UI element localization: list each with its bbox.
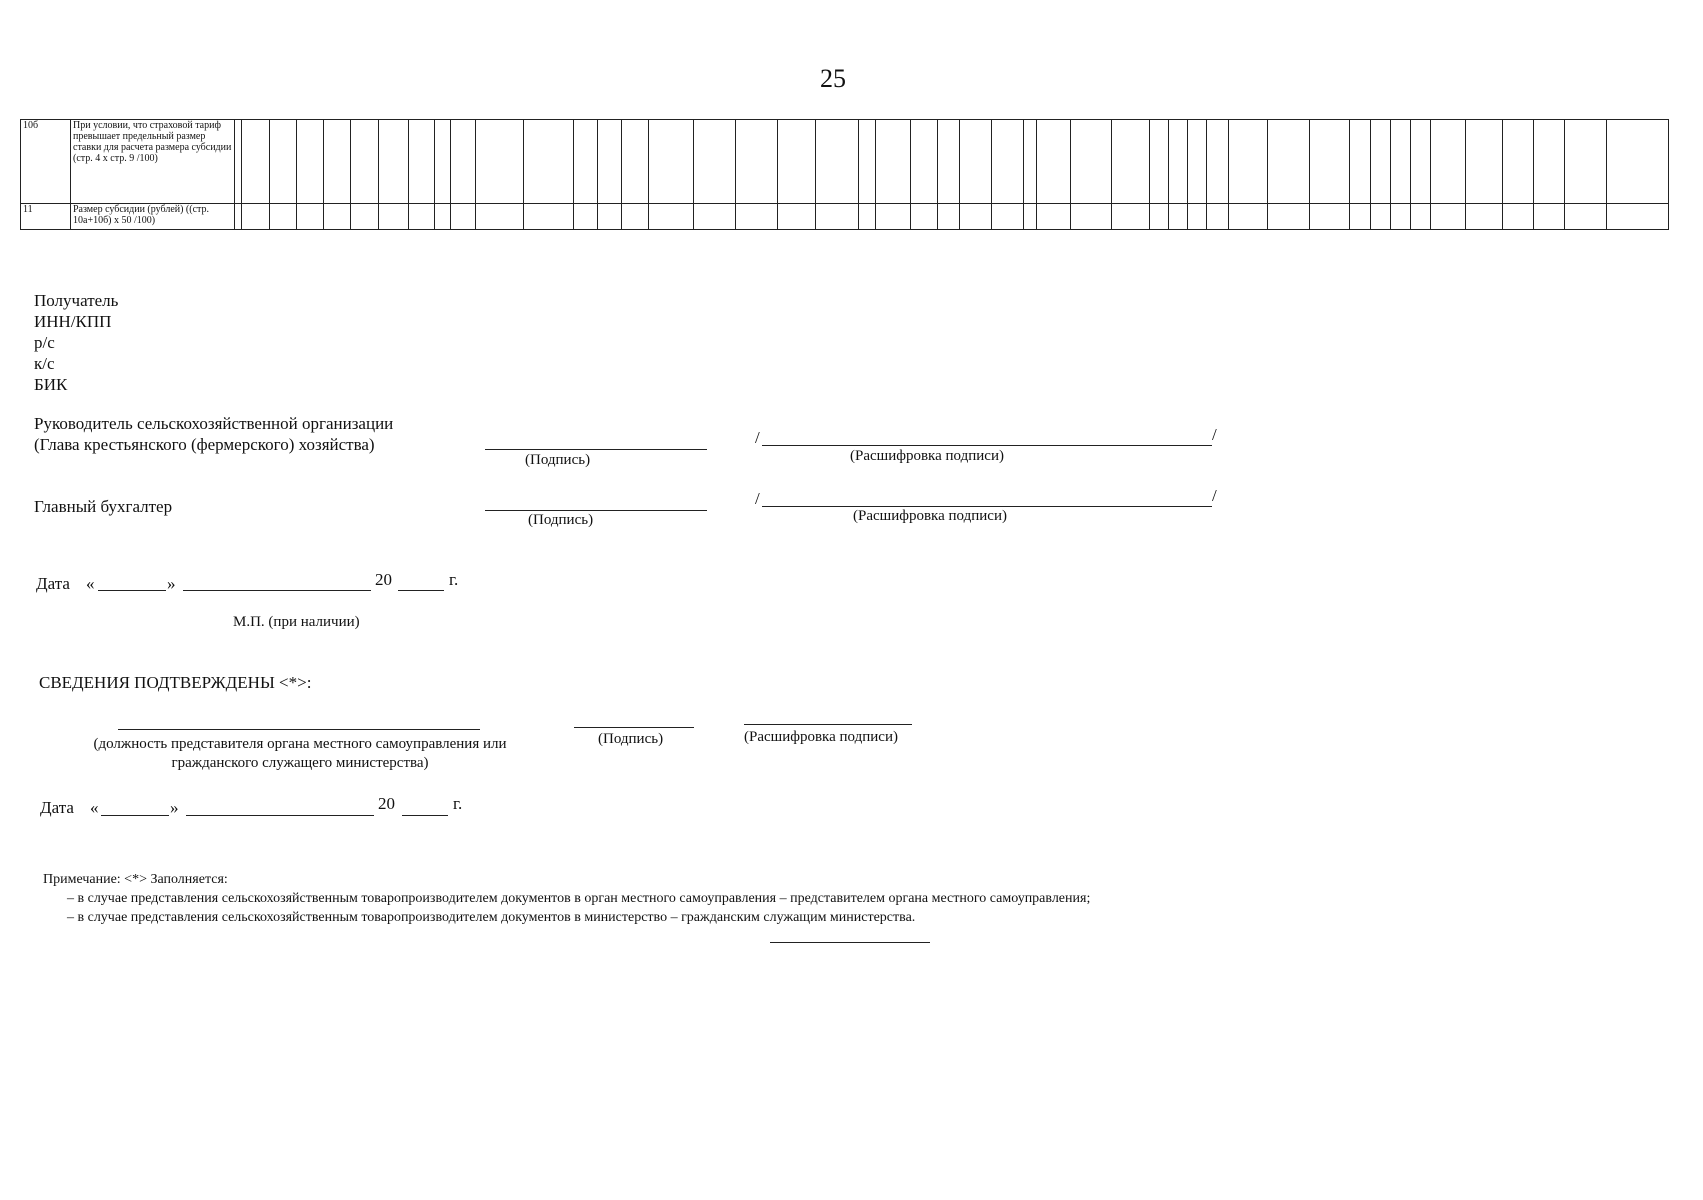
value-cell: [1565, 204, 1607, 230]
value-cell: [938, 120, 960, 204]
value-cell: [1534, 204, 1565, 230]
value-cell: [1431, 120, 1466, 204]
value-cell: [1188, 204, 1207, 230]
date-open-quote: «: [90, 798, 99, 817]
value-cell: [960, 120, 992, 204]
column-line: [1390, 119, 1391, 129]
column-line: [648, 119, 649, 129]
note-item: – в случае представления сельскохозяйственным товаропроизводителем документов в министерство – гражданским служащим министерства.: [67, 910, 916, 925]
value-cell: [1391, 204, 1411, 230]
date-year-prefix: 20: [378, 794, 395, 813]
confirm-decoding-caption: (Расшифровка подписи): [744, 729, 898, 745]
rs-label: р/с: [34, 333, 55, 352]
value-cell: [270, 204, 297, 230]
value-cell: [451, 120, 476, 204]
column-line: [1267, 119, 1268, 129]
date-year-prefix: 20: [375, 570, 392, 589]
note-item: – в случае представления сельскохозяйственным товаропроизводителем документов в орган местного самоуправления – представителем органа местного самоуправления;: [67, 891, 1091, 906]
value-cell: [1207, 120, 1229, 204]
slash-right: /: [1212, 425, 1217, 444]
value-cell: [1188, 120, 1207, 204]
value-cell: [1150, 120, 1169, 204]
column-line: [815, 119, 816, 129]
value-cell: [451, 204, 476, 230]
value-cell: [1024, 204, 1037, 230]
column-line: [1606, 119, 1607, 129]
chief-accountant-label: Главный бухгалтер: [34, 497, 173, 516]
value-cell: [1607, 120, 1669, 204]
page-number: 25: [820, 64, 846, 93]
value-cell: [649, 120, 694, 204]
value-cell: [622, 204, 649, 230]
column-line: [296, 119, 297, 129]
value-cell: [778, 204, 816, 230]
stamp-label: М.П. (при наличии): [233, 614, 360, 630]
column-line: [1410, 119, 1411, 129]
value-cell: [1503, 120, 1534, 204]
column-line: [1309, 119, 1310, 129]
column-line: [693, 119, 694, 129]
column-line: [597, 119, 598, 129]
value-cell: [235, 120, 242, 204]
value-cell: [736, 204, 778, 230]
value-cell: [1607, 204, 1669, 230]
head-decoding-line: [762, 445, 1212, 446]
value-cell: [1229, 120, 1268, 204]
column-line: [1168, 119, 1169, 129]
value-cell: [1411, 120, 1431, 204]
column-line: [1668, 119, 1669, 129]
column-line: [858, 119, 859, 129]
column-line: [1070, 119, 1071, 129]
column-line: [1023, 119, 1024, 129]
row-description-cell: Размер субсидии (рублей) ((стр. 10а+10б) x 50 /100): [71, 204, 235, 230]
slash-left: /: [755, 428, 760, 447]
date-year-line: [402, 815, 448, 816]
position-caption: [60, 735, 540, 773]
position-line: [118, 729, 480, 730]
column-line: [1111, 119, 1112, 129]
value-cell: [351, 204, 379, 230]
date-day-line: [101, 815, 169, 816]
value-cell: [1310, 120, 1350, 204]
note-title: Примечание: <*> Заполняется:: [43, 872, 228, 887]
value-cell: [911, 204, 938, 230]
column-line: [434, 119, 435, 129]
value-cell: [1565, 120, 1607, 204]
value-cell: [1503, 204, 1534, 230]
value-cell: [622, 120, 649, 204]
value-cell: [1169, 204, 1188, 230]
value-cell: [524, 204, 574, 230]
column-line: [1149, 119, 1150, 129]
accountant-decoding-caption: (Расшифровка подписи): [853, 508, 1007, 524]
confirm-signature-caption: (Подпись): [598, 731, 664, 747]
value-cell: [574, 120, 598, 204]
value-cell: [1112, 120, 1150, 204]
head-signature-caption: (Подпись): [525, 452, 591, 468]
note-block: [43, 870, 1090, 927]
column-line: [875, 119, 876, 129]
value-cell: [476, 204, 524, 230]
recipient-label: Получатель: [34, 291, 119, 310]
column-line: [621, 119, 622, 129]
value-cell: [1071, 204, 1112, 230]
value-cell: [1150, 204, 1169, 230]
value-cell: [1037, 120, 1071, 204]
value-cell: [938, 204, 960, 230]
accountant-signature-line: [485, 510, 707, 511]
column-line: [350, 119, 351, 129]
inn-kpp-label: ИНН/КПП: [34, 312, 112, 331]
column-line: [937, 119, 938, 129]
value-cell: [960, 204, 992, 230]
value-cell: [1310, 204, 1350, 230]
value-cell: [816, 120, 859, 204]
column-line: [1036, 119, 1037, 129]
value-cell: [1112, 204, 1150, 230]
column-line: [1206, 119, 1207, 129]
column-line: [735, 119, 736, 129]
value-cell: [1431, 204, 1466, 230]
value-cell: [1229, 204, 1268, 230]
confirm-decoding-line: [744, 724, 912, 725]
value-cell: [297, 204, 324, 230]
column-line: [323, 119, 324, 129]
value-cell: [992, 120, 1024, 204]
value-cell: [435, 204, 451, 230]
value-cell: [524, 120, 574, 204]
column-line: [475, 119, 476, 129]
value-cell: [270, 120, 297, 204]
value-cell: [1466, 120, 1503, 204]
position-caption-line2: гражданского служащего министерства): [171, 755, 429, 771]
column-line: [991, 119, 992, 129]
end-rule: [770, 942, 930, 943]
date-day-line: [98, 590, 166, 591]
head-signature-line: [485, 449, 707, 450]
value-cell: [324, 204, 351, 230]
value-cell: [876, 204, 911, 230]
value-cell: [694, 204, 736, 230]
value-cell: [1071, 120, 1112, 204]
date-month-line: [186, 815, 374, 816]
value-cell: [1268, 120, 1310, 204]
value-cell: [379, 204, 409, 230]
column-line: [1430, 119, 1431, 129]
table-row: [21, 204, 1669, 230]
column-line: [523, 119, 524, 129]
value-cell: [1037, 204, 1071, 230]
value-cell: [242, 204, 270, 230]
value-cell: [351, 120, 379, 204]
value-cell: [911, 120, 938, 204]
value-cell: [574, 204, 598, 230]
slash-right: /: [1212, 486, 1217, 505]
bik-label: БИК: [34, 375, 68, 394]
value-cell: [1350, 120, 1371, 204]
accountant-decoding-line: [762, 506, 1212, 507]
column-line: [1502, 119, 1503, 129]
head-decoding-caption: (Расшифровка подписи): [850, 448, 1004, 464]
value-cell: [992, 204, 1024, 230]
column-line: [1533, 119, 1534, 129]
value-cell: [409, 204, 435, 230]
date-year-suffix: г.: [453, 794, 463, 813]
column-line: [1228, 119, 1229, 129]
column-line: [408, 119, 409, 129]
value-cell: [598, 204, 622, 230]
column-line: [1564, 119, 1565, 129]
requisites-block: [34, 290, 118, 395]
confirmed-title: СВЕДЕНИЯ ПОДТВЕРЖДЕНЫ <*>:: [39, 673, 312, 692]
column-line: [1349, 119, 1350, 129]
column-line: [1370, 119, 1371, 129]
column-line: [450, 119, 451, 129]
column-line: [1187, 119, 1188, 129]
confirm-signature-line: [574, 727, 694, 728]
date-open-quote: «: [86, 574, 95, 593]
date-year-suffix: г.: [449, 570, 459, 589]
slash-left: /: [755, 489, 760, 508]
value-cell: [379, 120, 409, 204]
value-cell: [816, 204, 859, 230]
position-caption-line1: (должность представителя органа местного самоуправления или: [93, 736, 507, 752]
value-cell: [1371, 120, 1391, 204]
column-line: [910, 119, 911, 129]
ks-label: к/с: [34, 354, 55, 373]
value-cell: [1411, 204, 1431, 230]
table-row: [21, 120, 1669, 204]
value-cell: [1024, 120, 1037, 204]
value-cell: [1268, 204, 1310, 230]
date-year-line: [398, 590, 444, 591]
value-cell: [778, 120, 816, 204]
date-close-quote: »: [170, 798, 179, 817]
value-cell: [876, 120, 911, 204]
value-cell: [1169, 120, 1188, 204]
column-line: [1465, 119, 1466, 129]
value-cell: [859, 120, 876, 204]
value-cell: [1466, 204, 1503, 230]
value-cell: [476, 120, 524, 204]
column-line: [378, 119, 379, 129]
column-line: [573, 119, 574, 129]
value-cell: [1207, 204, 1229, 230]
column-line: [959, 119, 960, 129]
date-label: Дата: [40, 798, 74, 817]
value-cell: [409, 120, 435, 204]
row-description-cell: При условии, что страховой тариф превышает предельный размер ставки для расчета размера субсидии (стр. 4 x стр. 9 /100): [71, 120, 235, 204]
value-cell: [1534, 120, 1565, 204]
value-cell: [736, 120, 778, 204]
row-number-cell: 10б: [21, 120, 71, 204]
head-title: [34, 413, 393, 455]
subsidy-table: [20, 119, 1669, 230]
date-close-quote: »: [167, 574, 176, 593]
value-cell: [694, 120, 736, 204]
value-cell: [435, 120, 451, 204]
value-cell: [649, 204, 694, 230]
value-cell: [1391, 120, 1411, 204]
value-cell: [235, 204, 242, 230]
column-line: [269, 119, 270, 129]
value-cell: [1371, 204, 1391, 230]
date-label: Дата: [36, 574, 70, 593]
value-cell: [297, 120, 324, 204]
value-cell: [859, 204, 876, 230]
value-cell: [1350, 204, 1371, 230]
row-number-cell: 11: [21, 204, 71, 230]
column-line: [241, 119, 242, 129]
value-cell: [598, 120, 622, 204]
head-title-line1: Руководитель сельскохозяйственной организации: [34, 414, 394, 433]
date-month-line: [183, 590, 371, 591]
value-cell: [324, 120, 351, 204]
head-title-line2: (Глава крестьянского (фермерского) хозяйства): [34, 435, 375, 454]
column-line: [777, 119, 778, 129]
value-cell: [242, 120, 270, 204]
accountant-signature-caption: (Подпись): [528, 512, 594, 528]
